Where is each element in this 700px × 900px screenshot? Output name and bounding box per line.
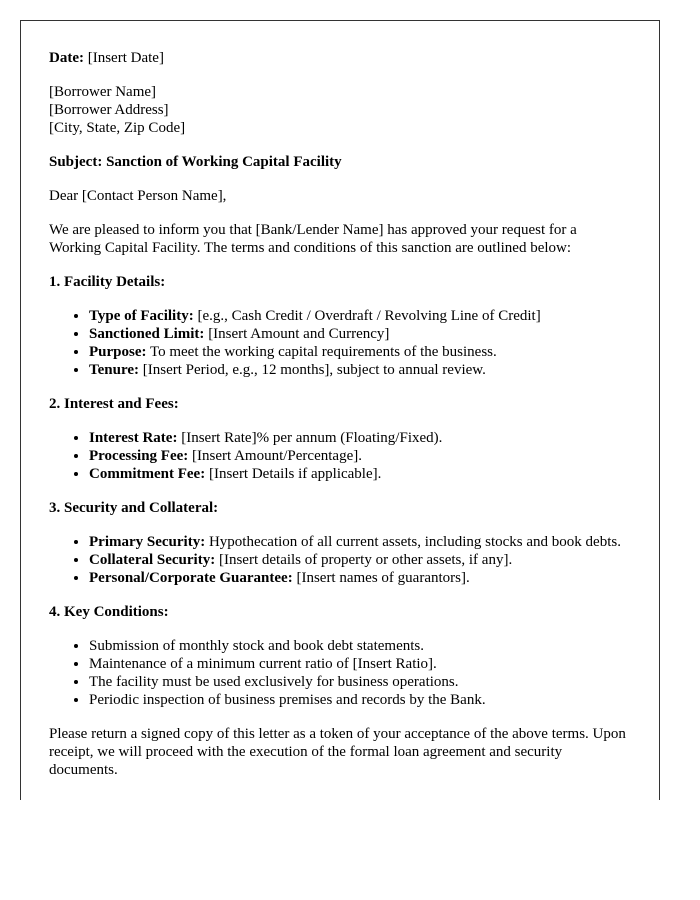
item-text: [Insert Amount/Percentage]. [188, 448, 362, 464]
item-label: Commitment Fee: [89, 466, 206, 482]
item-label: Primary Security: [89, 534, 206, 550]
salutation: Dear [Contact Person Name], [49, 188, 227, 204]
item-text: Submission of monthly stock and book debt statements. [89, 638, 424, 654]
item-text: [Insert Period, e.g., 12 months], subject to annual review. [139, 362, 486, 378]
subject-line: Subject: Sanction of Working Capital Facility [49, 154, 342, 170]
section-heading-facility-details: 1. Facility Details: [49, 274, 166, 290]
item-text: Hypothecation of all current assets, including stocks and book debts. [205, 534, 621, 550]
item-text: [e.g., Cash Credit / Overdraft / Revolving Line of Credit] [193, 308, 541, 324]
list-item [89, 533, 631, 551]
list-item [89, 447, 631, 465]
list-item [89, 673, 631, 691]
item-label: Personal/Corporate Guarantee: [89, 570, 293, 586]
date-line [49, 49, 631, 67]
item-text: [Insert Rate]% per annum (Floating/Fixed). [177, 430, 443, 446]
section-heading-key-conditions: 4. Key Conditions: [49, 604, 169, 620]
security-collateral-list [49, 533, 631, 587]
list-item [89, 551, 631, 569]
list-item [89, 691, 631, 709]
facility-details-list [49, 307, 631, 379]
list-item [89, 465, 631, 483]
item-label: Processing Fee: [89, 448, 189, 464]
item-text: [Insert Amount and Currency] [204, 326, 390, 342]
list-item [89, 429, 631, 447]
intro-paragraph: We are pleased to inform you that [Bank/Lender Name] has approved your request for a Working Capital Facility. The terms and conditions of this sanction are outlined below: [49, 222, 577, 256]
list-item [89, 569, 631, 587]
key-conditions-list [49, 637, 631, 709]
list-item [89, 343, 631, 361]
interest-fees-list [49, 429, 631, 483]
item-text: Periodic inspection of business premises and records by the Bank. [89, 692, 486, 708]
list-item [89, 655, 631, 673]
item-text: [Insert details of property or other assets, if any]. [215, 552, 513, 568]
list-item [89, 637, 631, 655]
borrower-address-block [49, 83, 631, 137]
item-label: Purpose: [89, 344, 147, 360]
letter-page [20, 20, 660, 800]
list-item [89, 325, 631, 343]
borrower-name: [Borrower Name] [49, 84, 157, 100]
item-label: Type of Facility: [89, 308, 194, 324]
list-item [89, 361, 631, 379]
item-text: [Insert Details if applicable]. [205, 466, 382, 482]
item-label: Sanctioned Limit: [89, 326, 205, 342]
item-label: Tenure: [89, 362, 140, 378]
section-heading-security-collateral: 3. Security and Collateral: [49, 500, 219, 516]
item-label: Collateral Security: [89, 552, 216, 568]
date-value: [Insert Date] [83, 50, 164, 66]
section-heading-interest-fees: 2. Interest and Fees: [49, 396, 179, 412]
item-text: Maintenance of a minimum current ratio of [Insert Ratio]. [89, 656, 437, 672]
item-text: [Insert names of guarantors]. [292, 570, 470, 586]
item-label: Interest Rate: [89, 430, 178, 446]
list-item [89, 307, 631, 325]
borrower-address: [Borrower Address] [49, 102, 169, 118]
item-text: The facility must be used exclusively for business operations. [89, 674, 459, 690]
item-text: To meet the working capital requirements of the business. [146, 344, 497, 360]
date-label: Date: [49, 50, 84, 66]
closing-paragraph: Please return a signed copy of this letter as a token of your acceptance of the above terms. Upon receipt, we will proceed with the execution of the formal loan agreement and security documents. [49, 726, 626, 778]
borrower-city-state-zip: [City, State, Zip Code] [49, 120, 186, 136]
